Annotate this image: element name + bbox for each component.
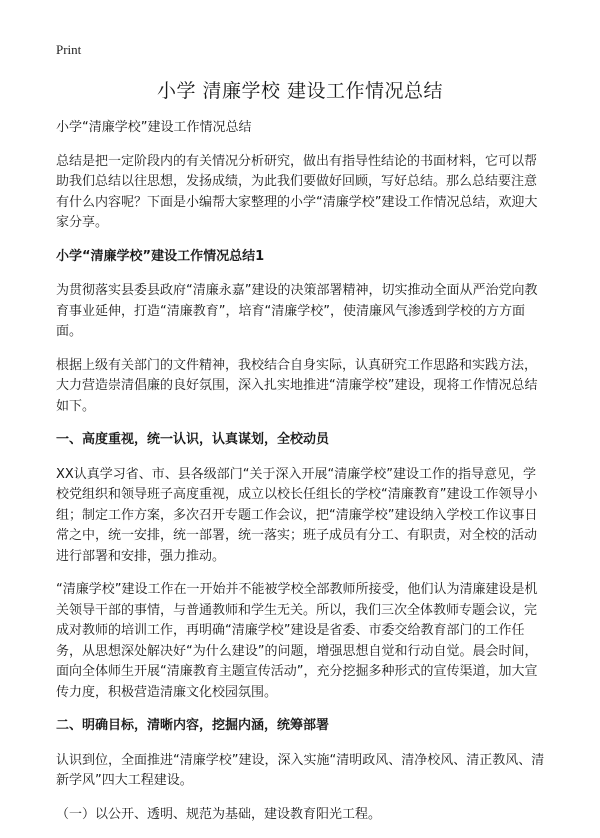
document-subtitle: 小学“清廉学校”建设工作情况总结 — [56, 120, 252, 135]
paragraph-3: XX认真学习省、市、县各级部门“关于深入开展“清廉学校”建设工作的指导意见，学校党组织和领导班子高度重视，成立以校长任组长的学校“清廉教育”建设工作领导小组；制定工作方案，多次召开专题工作会议，把“清廉学校”建设纳入学校工作议事日常之中，统一安排，统一部署，统一落实；班子成员有分工、有职责，对全校的活动进行部署和安排，强力推动。 — [56, 466, 538, 564]
print-link[interactable]: Print — [56, 42, 82, 57]
paragraph-4: “清廉学校”建设工作在一开始并不能被学校全部教师所接受，他们认为清廉建设是机关领导干部的事情，与普通教师和学生无关。所以，我们三次全体教师专题会议，完成对教师的培训工作，再明确“清廉学校”建设是省委、市委交给教育部门的工作任务，从思想深处解决好“为什么建设”的问题，增强思想自觉和行动自觉。晨会时间，面向全体师生开展“清廉教育主题宣传活动”，充分挖掘多种形式的宣传渠道，加大宣传力度，积极营造清廉文化校园氛围。 — [56, 582, 538, 700]
document-title: 小学 清廉学校 建设工作情况总结 — [156, 80, 444, 102]
section-heading: 小学“清廉学校”建设工作情况总结1 — [56, 248, 265, 264]
heading-1: 一、高度重视，统一认识，认真谋划，全校动员 — [56, 432, 330, 447]
list-item-1: （一）以公开、透明、规范为基础，建设教育阳光工程。 — [56, 806, 382, 822]
intro-paragraph: 总结是把一定阶段内的有关情况分析研究，做出有指导性结论的书面材料，它可以帮助我们总结以往思想，发扬成绩，为此我们要做好回顾，写好总结。那么总结要注意有什么内容呢？下面是小编帮大家整理的小学“清廉学校”建设工作情况总结，欢迎大家分享。 — [56, 153, 538, 230]
paragraph-2: 根据上级有关部门的文件精神，我校结合自身实际，认真研究工作思路和实践方法，大力营造崇清倡廉的良好氛围，深入扎实地推进“清廉学校”建设，现将工作情况总结如下。 — [56, 357, 538, 414]
paragraph-1: 为贯彻落实县委县政府“清廉永嘉”建设的决策部署精神，切实推动全面从严治党向教育事业延伸，打造“清廉教育”，培育“清廉学校”，使清廉风气渗透到学校的方方面面。 — [56, 283, 538, 339]
document-body — [56, 118, 548, 838]
paragraph-5: 认识到位，全面推进“清廉学校”建设，深入实施“清明政风、清净校风、清正教风、清新学风”四大工程建设。 — [56, 752, 545, 788]
heading-2: 二、明确目标，清晰内容，挖掘内涵，统筹部署 — [56, 718, 330, 733]
